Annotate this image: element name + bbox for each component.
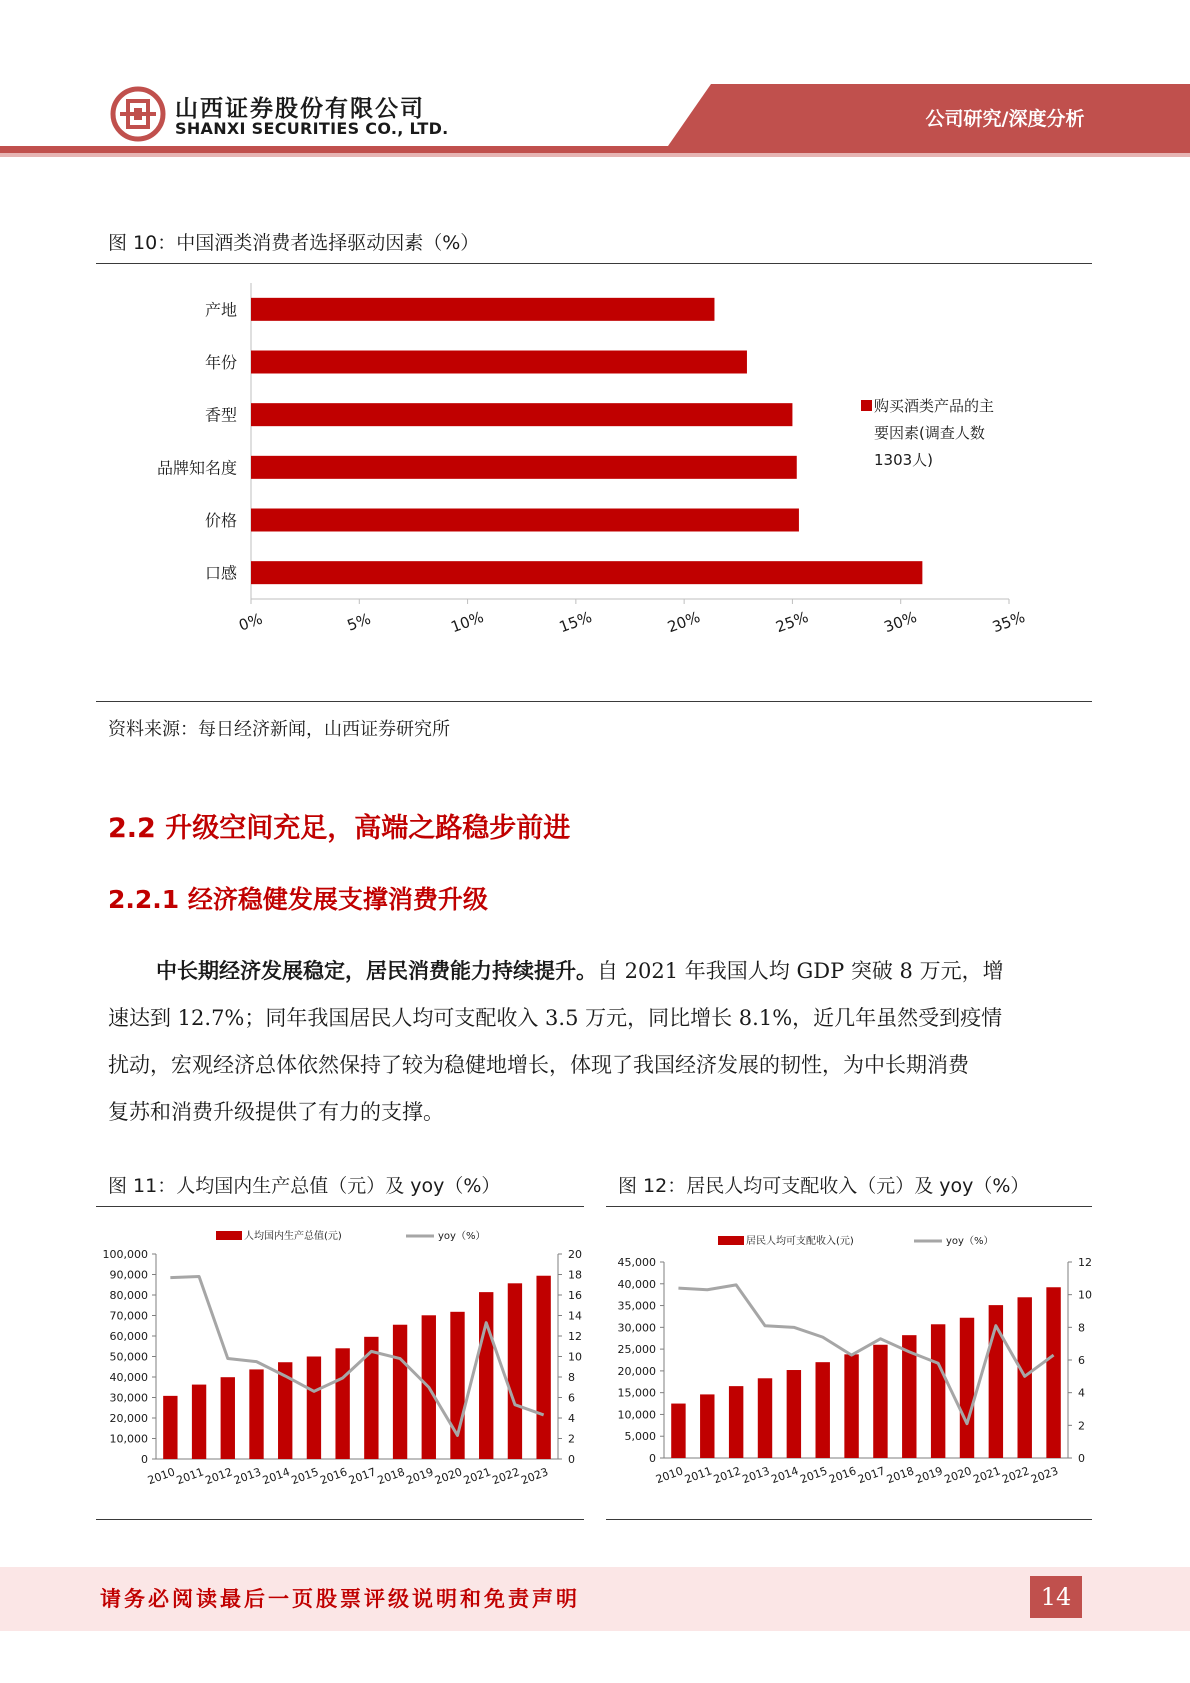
fig12-top-rule <box>606 1206 1092 1207</box>
fig12-legend-line-label: yoy（%） <box>946 1236 994 1247</box>
fig12-legend-bar-swatch <box>718 1236 744 1245</box>
fig12-right-tick-label: 0 <box>1078 1452 1085 1465</box>
fig11-legend-line-label: yoy（%） <box>438 1231 486 1242</box>
fig10-bar <box>251 351 747 374</box>
fig11-x-tick-label: 2021 <box>461 1465 493 1488</box>
fig11-left-tick-label: 20,000 <box>109 1412 148 1425</box>
fig10-top-rule <box>96 263 1092 264</box>
fig11-bar <box>508 1283 522 1459</box>
fig11-bar <box>335 1348 349 1459</box>
fig10-x-tick-label: 5% <box>344 609 374 635</box>
fig11-right-tick-label: 20 <box>568 1248 582 1261</box>
paragraph-line-3: 扰动，宏观经济总体依然保持了较为稳健地增长，体现了我国经济发展的韧性，为中长期消费 <box>108 1053 969 1077</box>
fig12-bar <box>700 1394 714 1458</box>
fig12-bar <box>758 1378 772 1458</box>
fig11-bottom-rule <box>96 1519 584 1520</box>
fig12-left-tick-label: 5,000 <box>624 1430 656 1444</box>
company-name-cn: 山西证券股份有限公司 <box>175 96 425 122</box>
fig11-bar <box>163 1396 177 1459</box>
fig12-x-tick-label: 2014 <box>769 1464 801 1487</box>
fig12-right-tick-label: 12 <box>1078 1256 1092 1269</box>
fig11-right-tick-label: 2 <box>568 1432 575 1446</box>
fig10-title: 图 10：中国酒类消费者选择驱动因素（%） <box>108 232 480 254</box>
fig12-left-tick-label: 20,000 <box>617 1364 656 1378</box>
fig11-left-tick-label: 90,000 <box>109 1268 148 1282</box>
fig11-bar <box>192 1385 206 1459</box>
fig12-left-tick-label: 25,000 <box>617 1343 656 1357</box>
fig10-legend-swatch <box>861 400 872 411</box>
fig11-left-tick-label: 40,000 <box>109 1371 148 1384</box>
fig11-x-tick-label: 2010 <box>145 1465 177 1488</box>
fig12-x-tick-label: 2017 <box>856 1464 887 1487</box>
fig10-category-label: 产地 <box>204 300 237 320</box>
fig12-bottom-rule <box>606 1519 1092 1520</box>
fig10-x-tick-label: 30% <box>881 607 920 637</box>
fig11-right-tick-label: 16 <box>568 1289 582 1302</box>
fig11-right-tick-label: 12 <box>568 1330 582 1343</box>
fig11-x-tick-label: 2016 <box>318 1465 350 1488</box>
fig10-category-label: 口感 <box>204 563 237 583</box>
fig12-right-tick-label: 2 <box>1078 1419 1085 1433</box>
fig11-x-tick-label: 2012 <box>203 1465 235 1488</box>
fig10-bar <box>251 561 922 584</box>
fig11-x-tick-label: 2014 <box>260 1465 292 1488</box>
fig12-right-tick-label: 8 <box>1078 1321 1085 1335</box>
fig11-left-tick-label: 30,000 <box>109 1391 148 1405</box>
paragraph-line-1 <box>108 948 1088 995</box>
fig10-bar <box>251 456 797 479</box>
fig10-bar <box>251 403 792 426</box>
header-stripe-light <box>0 153 1190 157</box>
fig10-legend-text: 购买酒类产品的主 <box>874 397 995 415</box>
fig12-bar <box>729 1386 743 1458</box>
fig11-title: 图 11：人均国内生产总值（元）及 yoy（%） <box>108 1175 501 1197</box>
page-header <box>0 0 1190 165</box>
fig12-legend-bar-label: 居民人均可支配收入(元) <box>746 1236 854 1247</box>
body-paragraph <box>108 948 1088 1136</box>
fig12-bar <box>873 1345 887 1458</box>
fig12-title: 图 12：居民人均可支配收入（元）及 yoy（%） <box>618 1175 1030 1197</box>
fig12-right-tick-label: 4 <box>1078 1386 1085 1400</box>
fig12-left-tick-label: 10,000 <box>617 1408 656 1422</box>
fig11-legend-bar-swatch <box>216 1231 242 1240</box>
fig11-chart <box>96 1212 584 1510</box>
fig10-x-tick-label: 20% <box>665 607 703 637</box>
section-heading-2-2-1: 2.2.1 经济稳健发展支撑消费升级 <box>108 885 488 914</box>
fig12-bar <box>931 1324 945 1458</box>
fig12-x-tick-label: 2015 <box>798 1464 830 1487</box>
fig11-left-tick-label: 10,000 <box>109 1432 148 1446</box>
fig12-right-tick-label: 10 <box>1078 1288 1092 1302</box>
fig11-left-tick-label: 100,000 <box>102 1248 148 1261</box>
fig11-right-tick-label: 8 <box>568 1371 575 1384</box>
fig11-x-tick-label: 2022 <box>490 1465 522 1488</box>
fig12-left-tick-label: 30,000 <box>617 1321 656 1335</box>
fig11-x-tick-label: 2023 <box>519 1465 551 1488</box>
paragraph-line-1-rest: 自 2021 年我国人均 GDP 突破 8 万元，增 <box>597 959 1004 983</box>
fig11-left-tick-label: 60,000 <box>109 1330 148 1343</box>
fig10-bar <box>251 509 799 532</box>
paragraph-line-2: 速达到 12.7%；同年我国居民人均可支配收入 3.5 万元，同比增长 8.1%，近几年虽然受到疫情 <box>108 1006 1003 1030</box>
fig12-x-tick-label: 2021 <box>971 1464 1003 1487</box>
fig11-bar <box>249 1369 263 1459</box>
fig11-top-rule <box>96 1206 584 1207</box>
header-stripe <box>0 146 1190 153</box>
fig12-x-tick-label: 2023 <box>1029 1464 1060 1487</box>
fig11-legend-bar-label: 人均国内生产总值(元) <box>244 1231 342 1242</box>
fig11-left-tick-label: 0 <box>141 1453 148 1466</box>
page-number: 14 <box>1030 1576 1082 1618</box>
fig10-category-label: 品牌知名度 <box>156 458 237 478</box>
fig12-x-tick-label: 2013 <box>740 1464 772 1487</box>
fig10-category-label: 香型 <box>204 405 237 425</box>
fig12-bar <box>1046 1287 1060 1458</box>
fig11-right-tick-label: 4 <box>568 1412 575 1425</box>
fig11-right-tick-label: 6 <box>568 1391 575 1405</box>
fig11-bar <box>479 1292 493 1459</box>
fig10-category-label: 价格 <box>204 511 237 530</box>
fig11-bar <box>307 1357 321 1460</box>
company-logo-icon <box>110 86 166 142</box>
company-name-en: SHANXI SECURITIES CO., LTD. <box>175 119 449 138</box>
fig12-left-tick-label: 35,000 <box>617 1299 656 1313</box>
fig12-left-tick-label: 40,000 <box>617 1277 656 1291</box>
fig11-left-tick-label: 80,000 <box>109 1289 148 1302</box>
fig10-bar <box>251 298 714 321</box>
fig11-right-tick-label: 0 <box>568 1453 575 1466</box>
fig10-bottom-rule <box>96 701 1092 702</box>
fig12-x-tick-label: 2022 <box>1000 1464 1032 1487</box>
fig12-left-tick-label: 15,000 <box>617 1386 656 1400</box>
fig12-right-tick-label: 6 <box>1078 1354 1085 1367</box>
fig12-bar <box>960 1318 974 1458</box>
fig11-x-tick-label: 2018 <box>375 1465 407 1488</box>
fig10-x-tick-label: 0% <box>236 609 265 635</box>
fig11-x-tick-label: 2015 <box>289 1465 321 1488</box>
fig11-x-tick-label: 2013 <box>232 1465 263 1488</box>
fig11-x-tick-label: 2019 <box>404 1465 436 1488</box>
fig12-bar <box>671 1404 685 1458</box>
fig11-bar <box>221 1377 235 1459</box>
fig11-right-tick-label: 10 <box>568 1350 582 1364</box>
fig12-x-tick-label: 2020 <box>942 1464 974 1487</box>
fig11-x-tick-label: 2011 <box>174 1465 206 1488</box>
fig10-x-tick-label: 10% <box>448 607 486 637</box>
fig10-x-tick-label: 25% <box>773 607 811 637</box>
fig10-chart <box>96 268 1092 698</box>
fig12-x-tick-label: 2012 <box>711 1464 743 1487</box>
fig10-x-tick-label: 35% <box>989 607 1028 637</box>
fig12-bar <box>816 1362 830 1458</box>
fig12-x-tick-label: 2010 <box>654 1464 685 1487</box>
fig11-right-tick-label: 18 <box>568 1268 582 1282</box>
fig12-left-tick-label: 0 <box>649 1452 656 1465</box>
fig12-x-tick-label: 2019 <box>913 1464 945 1487</box>
paragraph-lead: 中长期经济发展稳定，居民消费能力持续提升。 <box>156 959 597 983</box>
fig12-chart <box>606 1222 1092 1510</box>
fig10-legend-text: 1303人) <box>874 451 934 469</box>
fig10-legend-text: 要因素(调查人数 <box>874 424 985 442</box>
fig12-bar <box>844 1354 858 1458</box>
paragraph-line-4: 复苏和消费升级提供了有力的支撑。 <box>108 1100 444 1124</box>
footer-disclaimer: 请务必阅读最后一页股票评级说明和免责声明 <box>100 1586 580 1611</box>
fig11-x-tick-label: 2017 <box>346 1465 378 1488</box>
fig10-category-label: 年份 <box>204 353 237 372</box>
fig11-x-tick-label: 2020 <box>433 1465 464 1488</box>
fig10-x-tick-label: 15% <box>556 607 595 637</box>
fig11-bar <box>393 1325 407 1459</box>
fig11-right-tick-label: 14 <box>568 1309 582 1323</box>
report-type-label: 公司研究/深度分析 <box>925 108 1085 130</box>
fig12-left-tick-label: 45,000 <box>617 1256 656 1269</box>
fig12-x-tick-label: 2018 <box>884 1464 916 1487</box>
fig12-x-tick-label: 2016 <box>827 1464 858 1487</box>
fig12-x-tick-label: 2011 <box>682 1464 714 1487</box>
fig11-bar <box>536 1276 550 1459</box>
fig11-left-tick-label: 50,000 <box>109 1350 148 1364</box>
section-heading-2-2: 2.2 升级空间充足，高端之路稳步前进 <box>108 813 571 844</box>
fig11-left-tick-label: 70,000 <box>109 1309 148 1323</box>
fig12-bar <box>787 1370 801 1458</box>
fig10-source: 资料来源：每日经济新闻，山西证券研究所 <box>108 719 450 740</box>
